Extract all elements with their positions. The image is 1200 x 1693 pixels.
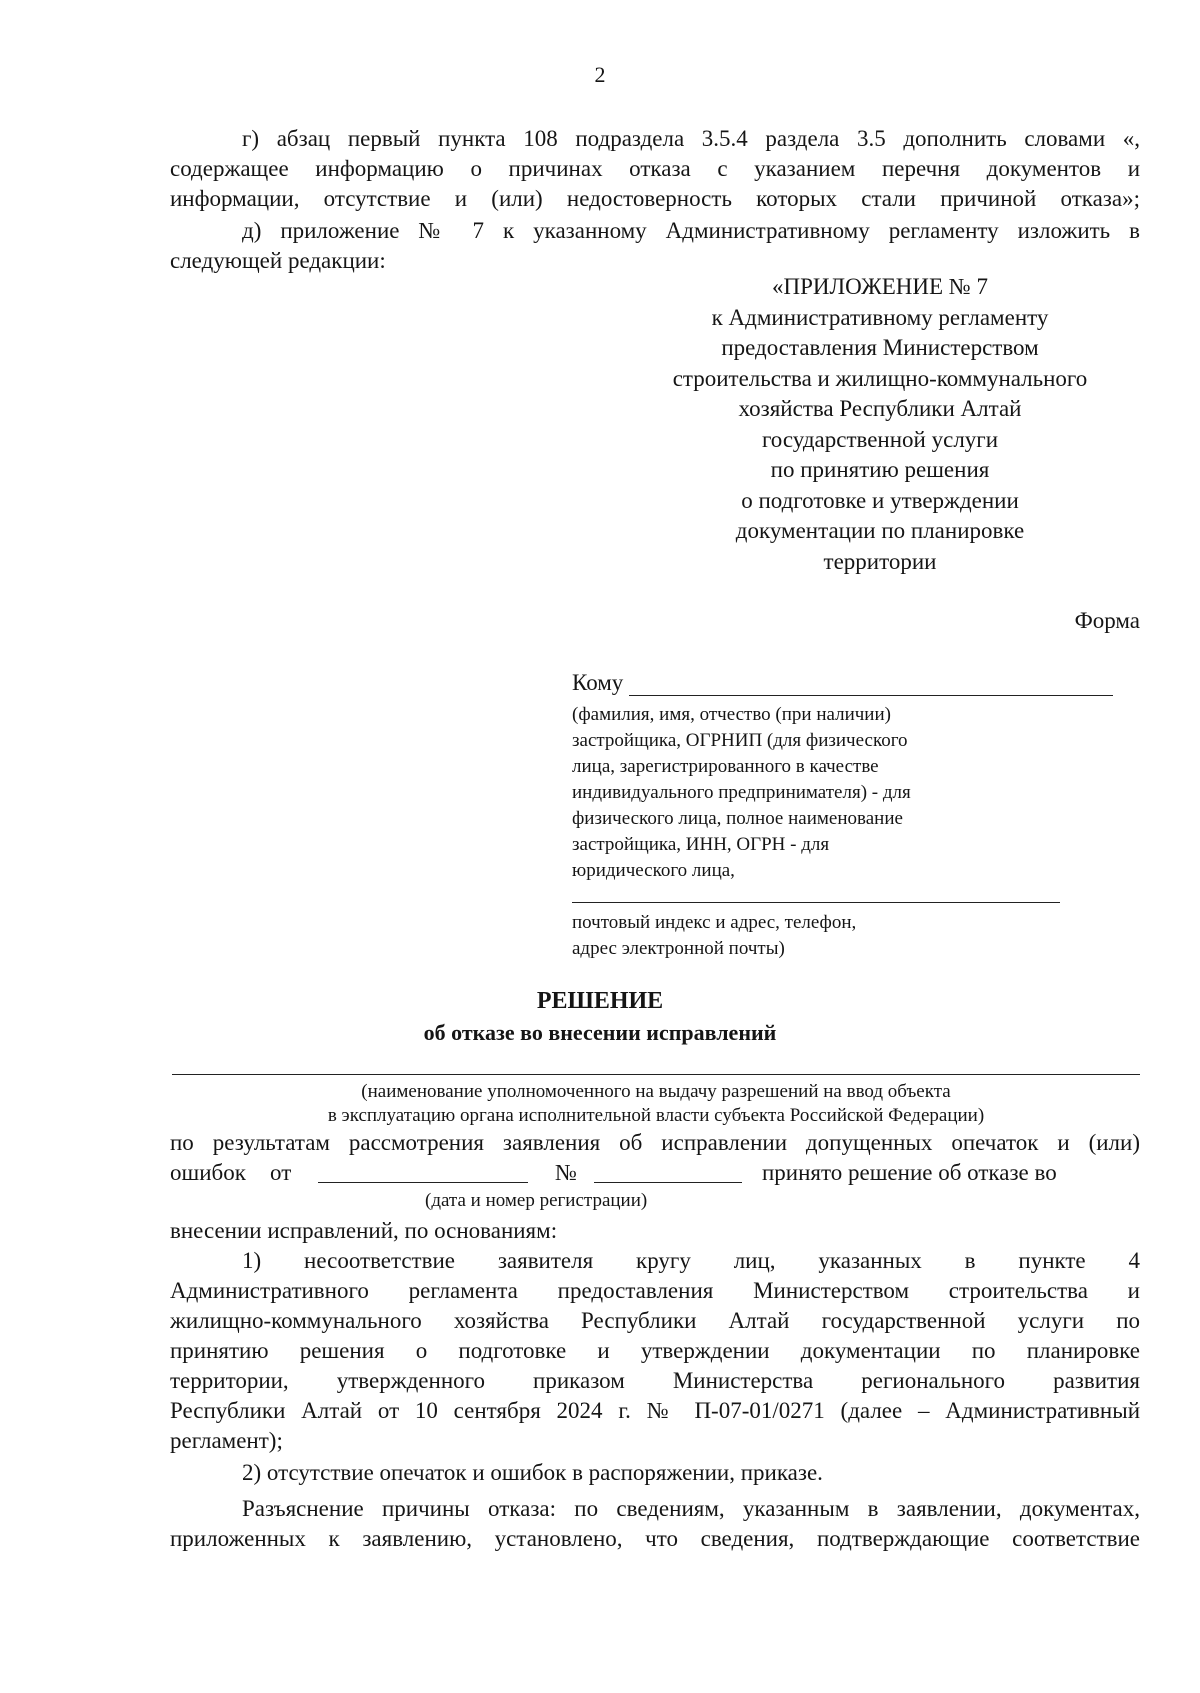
paragraph-line: Разъяснение причины отказа: по сведениям, указанным в заявлении, документах, [242,1496,1140,1521]
decision-subtitle: об отказе во внесении исправлений [423,1020,777,1045]
registration-date-field[interactable] [318,1182,528,1183]
ground-2 [170,1458,1140,1488]
recipient-postal-caption [572,910,856,962]
paragraph-line: содержащее информацию о причинах отказа с указанием перечня документов и [170,156,1140,181]
paragraph-line: информации, отсутствие и (или) недостоверность которых стали причиной отказа»; [170,186,1140,211]
organization-caption-line: (наименование уполномоченного на выдачу разрешений на ввод объекта [361,1081,951,1102]
paragraph-d [170,216,1140,276]
recipient-caption-line: застройщика, ИНН, ОГРН - для [572,834,830,855]
paragraph-line: 2) отсутствие опечаток и ошибок в распоряжении, приказе. [242,1460,823,1485]
recipient-caption [572,702,911,884]
appendix-line: «ПРИЛОЖЕНИЕ № 7 [771,274,989,299]
appendix-line: предоставления Министерством [721,335,1039,360]
from-word: от [270,1160,292,1185]
recipient-caption-line: физического лица, полное наименование [572,808,903,829]
appendix-line: государственной услуги [761,426,999,452]
page-number: 2 [594,62,606,87]
postal-caption-line: адрес электронной почты) [572,938,785,959]
paragraph-line: 1) несоответствие заявителя кругу лиц, указанных в пункте 4 [242,1248,1140,1273]
decision-line-3 [170,1216,1140,1246]
recipient-caption-line: застройщика, ОГРНИП (для физического [572,730,908,751]
recipient-caption-line: лица, зарегистрированного в качестве [572,756,879,777]
recipient-name-field[interactable] [629,673,1113,696]
paragraph-line: жилищно-коммунального хозяйства Республики Алтай государственной услуги по [170,1308,1140,1333]
paragraph-line: г) абзац первый пункта 108 подраздела 3.5.4 раздела 3.5 дополнить словами «, [242,126,1140,151]
organization-caption [172,1080,1140,1128]
explanation [170,1494,1140,1554]
recipient-caption-line: юридического лица, [572,860,735,881]
paragraph-line: территории, утвержденного приказом Министерства регионального развития [170,1368,1140,1393]
number-sign: № [555,1160,577,1185]
organization-name-field[interactable] [172,1074,1140,1075]
errors-word: ошибок [170,1160,246,1185]
paragraph-line: внесении исправлений, по основаниям: [170,1218,558,1243]
paragraph-line: регламент); [170,1428,283,1453]
recipient-caption-line: (фамилия, имя, отчество (при наличии) [572,704,891,725]
paragraph-line: д) приложение № 7 к указанному Административному регламенту изложить в [242,218,1140,243]
decision-title: РЕШЕНИЕ [536,988,664,1014]
recipient-to [572,670,1113,696]
recipient-to-label: Кому [572,670,624,695]
paragraph-g [170,124,1140,214]
paragraph-line: следующей редакции: [170,248,386,273]
recipient-address-field[interactable] [572,902,1060,903]
organization-caption-line: в эксплуатацию органа исполнительной власти субъекта Российской Федерации) [327,1105,985,1126]
appendix-line: к Административному регламенту [711,304,1049,330]
appendix-line: территории [823,548,937,574]
paragraph-line: принятию решения о подготовке и утверждении документации по планировке [170,1338,1140,1363]
appendix-line: о подготовке и утверждении [741,487,1019,513]
appendix-header [620,272,1140,577]
paragraph-line: Республики Алтай от 10 сентября 2024 г. № П-07-01/0271 (далее – Административный [170,1398,1140,1423]
recipient-caption-line: индивидуального предпринимателя) - для [572,782,911,803]
paragraph-line: Административного регламента предоставления Министерством строительства и [170,1278,1140,1303]
appendix-line: документации по планировке [735,518,1025,543]
ground-1 [170,1246,1140,1456]
decision-tail: принято решение об отказе во [762,1160,1057,1185]
date-caption: (дата и номер регистрации) [425,1190,648,1211]
registration-number-field[interactable] [594,1182,742,1183]
form-label: Форма [1074,608,1140,633]
paragraph-line: по результатам рассмотрения заявления об исправлении допущенных опечаток и (или) [170,1130,1140,1155]
appendix-line: по принятию решения [770,457,990,482]
postal-caption-line: почтовый индекс и адрес, телефон, [572,912,857,933]
decision-line-1 [170,1128,1140,1158]
appendix-line: хозяйства Республики Алтай [738,396,1022,421]
appendix-line: строительства и жилищно-коммунального [672,365,1088,391]
decision-line-2 [170,1158,1140,1188]
paragraph-line: приложенных к заявлению, установлено, что сведения, подтверждающие соответствие [170,1526,1140,1551]
